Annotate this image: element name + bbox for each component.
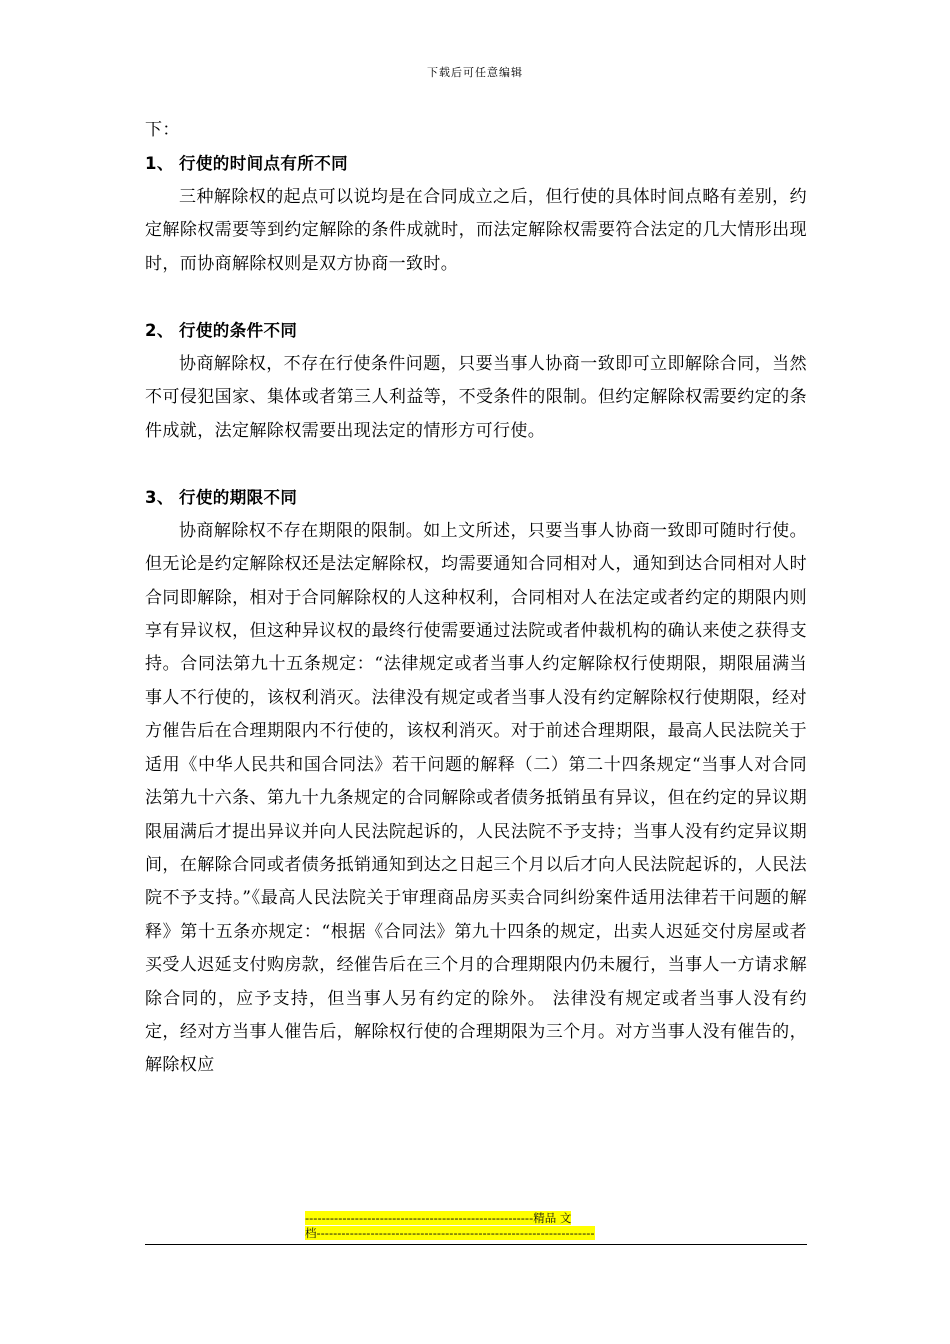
section-1-number: 1、 bbox=[145, 154, 174, 174]
section-1-heading bbox=[145, 147, 807, 180]
section-2-title: 行使的条件不同 bbox=[179, 321, 298, 341]
document-body bbox=[145, 114, 807, 1083]
footer-watermark bbox=[305, 1211, 645, 1241]
footer-watermark-line-2: 档------------------------------------------------------------------- bbox=[305, 1226, 595, 1240]
section-3-paragraph: 协商解除权不存在期限的限制。如上文所述，只要当事人协商一致即可随时行使。但无论是约定解除权还是法定解除权，均需要通知合同相对人，通知到达合同相对人时合同即解除，相对于合同解除权的人这种权利，合同相对人在法定或者约定的期限内则享有异议权，但这种异议权的最终行使需要通过法院或者仲裁机构的确认来使之获得支持。合同法第九十五条规定：“法律规定或者当事人约定解除权行使期限，期限届满当事人不行使的，该权利消灭。法律没有规定或者当事人没有约定解除权行使期限，经对方催告后在合理期限内不行使的，该权利消灭。对于前述合理期限，最高人民法院关于适用《中华人民共和国合同法》若干问题的解释（二）第二十四条规定“当事人对合同法第九十六条、第九十九条规定的合同解除或者债务抵销虽有异议，但在约定的异议期限届满后才提出异议并向人民法院起诉的，人民法院不予支持；当事人没有约定异议期间，在解除合同或者债务抵销通知到达之日起三个月以后才向人民法院起诉的，人民法院不予支持。”《最高人民法院关于审理商品房买卖合同纠纷案件适用法律若干问题的解释》第十五条亦规定：“根据《合同法》第九十四条的规定，出卖人迟延交付房屋或者买受人迟延支付购房款，经催告后在三个月的合理期限内仍未履行，当事人一方请求解除合同的，应予支持，但当事人另有约定的除外。 法律没有规定或者当事人没有约定，经对方当事人催告后，解除权行使的合理期限为三个月。对方当事人没有催告的，解除权应 bbox=[145, 520, 807, 1076]
footer-divider bbox=[145, 1244, 807, 1245]
section-2-number: 2、 bbox=[145, 321, 174, 341]
section-1-title: 行使的时间点有所不同 bbox=[179, 154, 348, 174]
footer-watermark-line-1: -------------------------------------------------------精品 文 bbox=[305, 1211, 572, 1225]
section-3-number: 3、 bbox=[145, 488, 174, 508]
section-1-paragraph: 三种解除权的起点可以说均是在合同成立之后，但行使的具体时间点略有差别，约定解除权需要等到约定解除的条件成就时，而法定解除权需要符合法定的几大情形出现时，而协商解除权则是双方协商一致时。 bbox=[145, 186, 807, 274]
page-header: 下载后可任意编辑 bbox=[427, 66, 523, 79]
intro-fragment: 下： bbox=[145, 120, 180, 140]
section-3-title: 行使的期限不同 bbox=[179, 488, 298, 508]
section-2-heading bbox=[145, 314, 807, 347]
paragraph-spacer bbox=[145, 448, 807, 481]
section-2-paragraph: 协商解除权，不存在行使条件问题，只要当事人协商一致即可立即解除合同，当然不可侵犯国家、集体或者第三人利益等，不受条件的限制。但约定解除权需要约定的条件成就，法定解除权需要出现法定的情形方可行使。 bbox=[145, 353, 807, 441]
section-3-heading bbox=[145, 481, 807, 514]
paragraph-spacer bbox=[145, 281, 807, 314]
